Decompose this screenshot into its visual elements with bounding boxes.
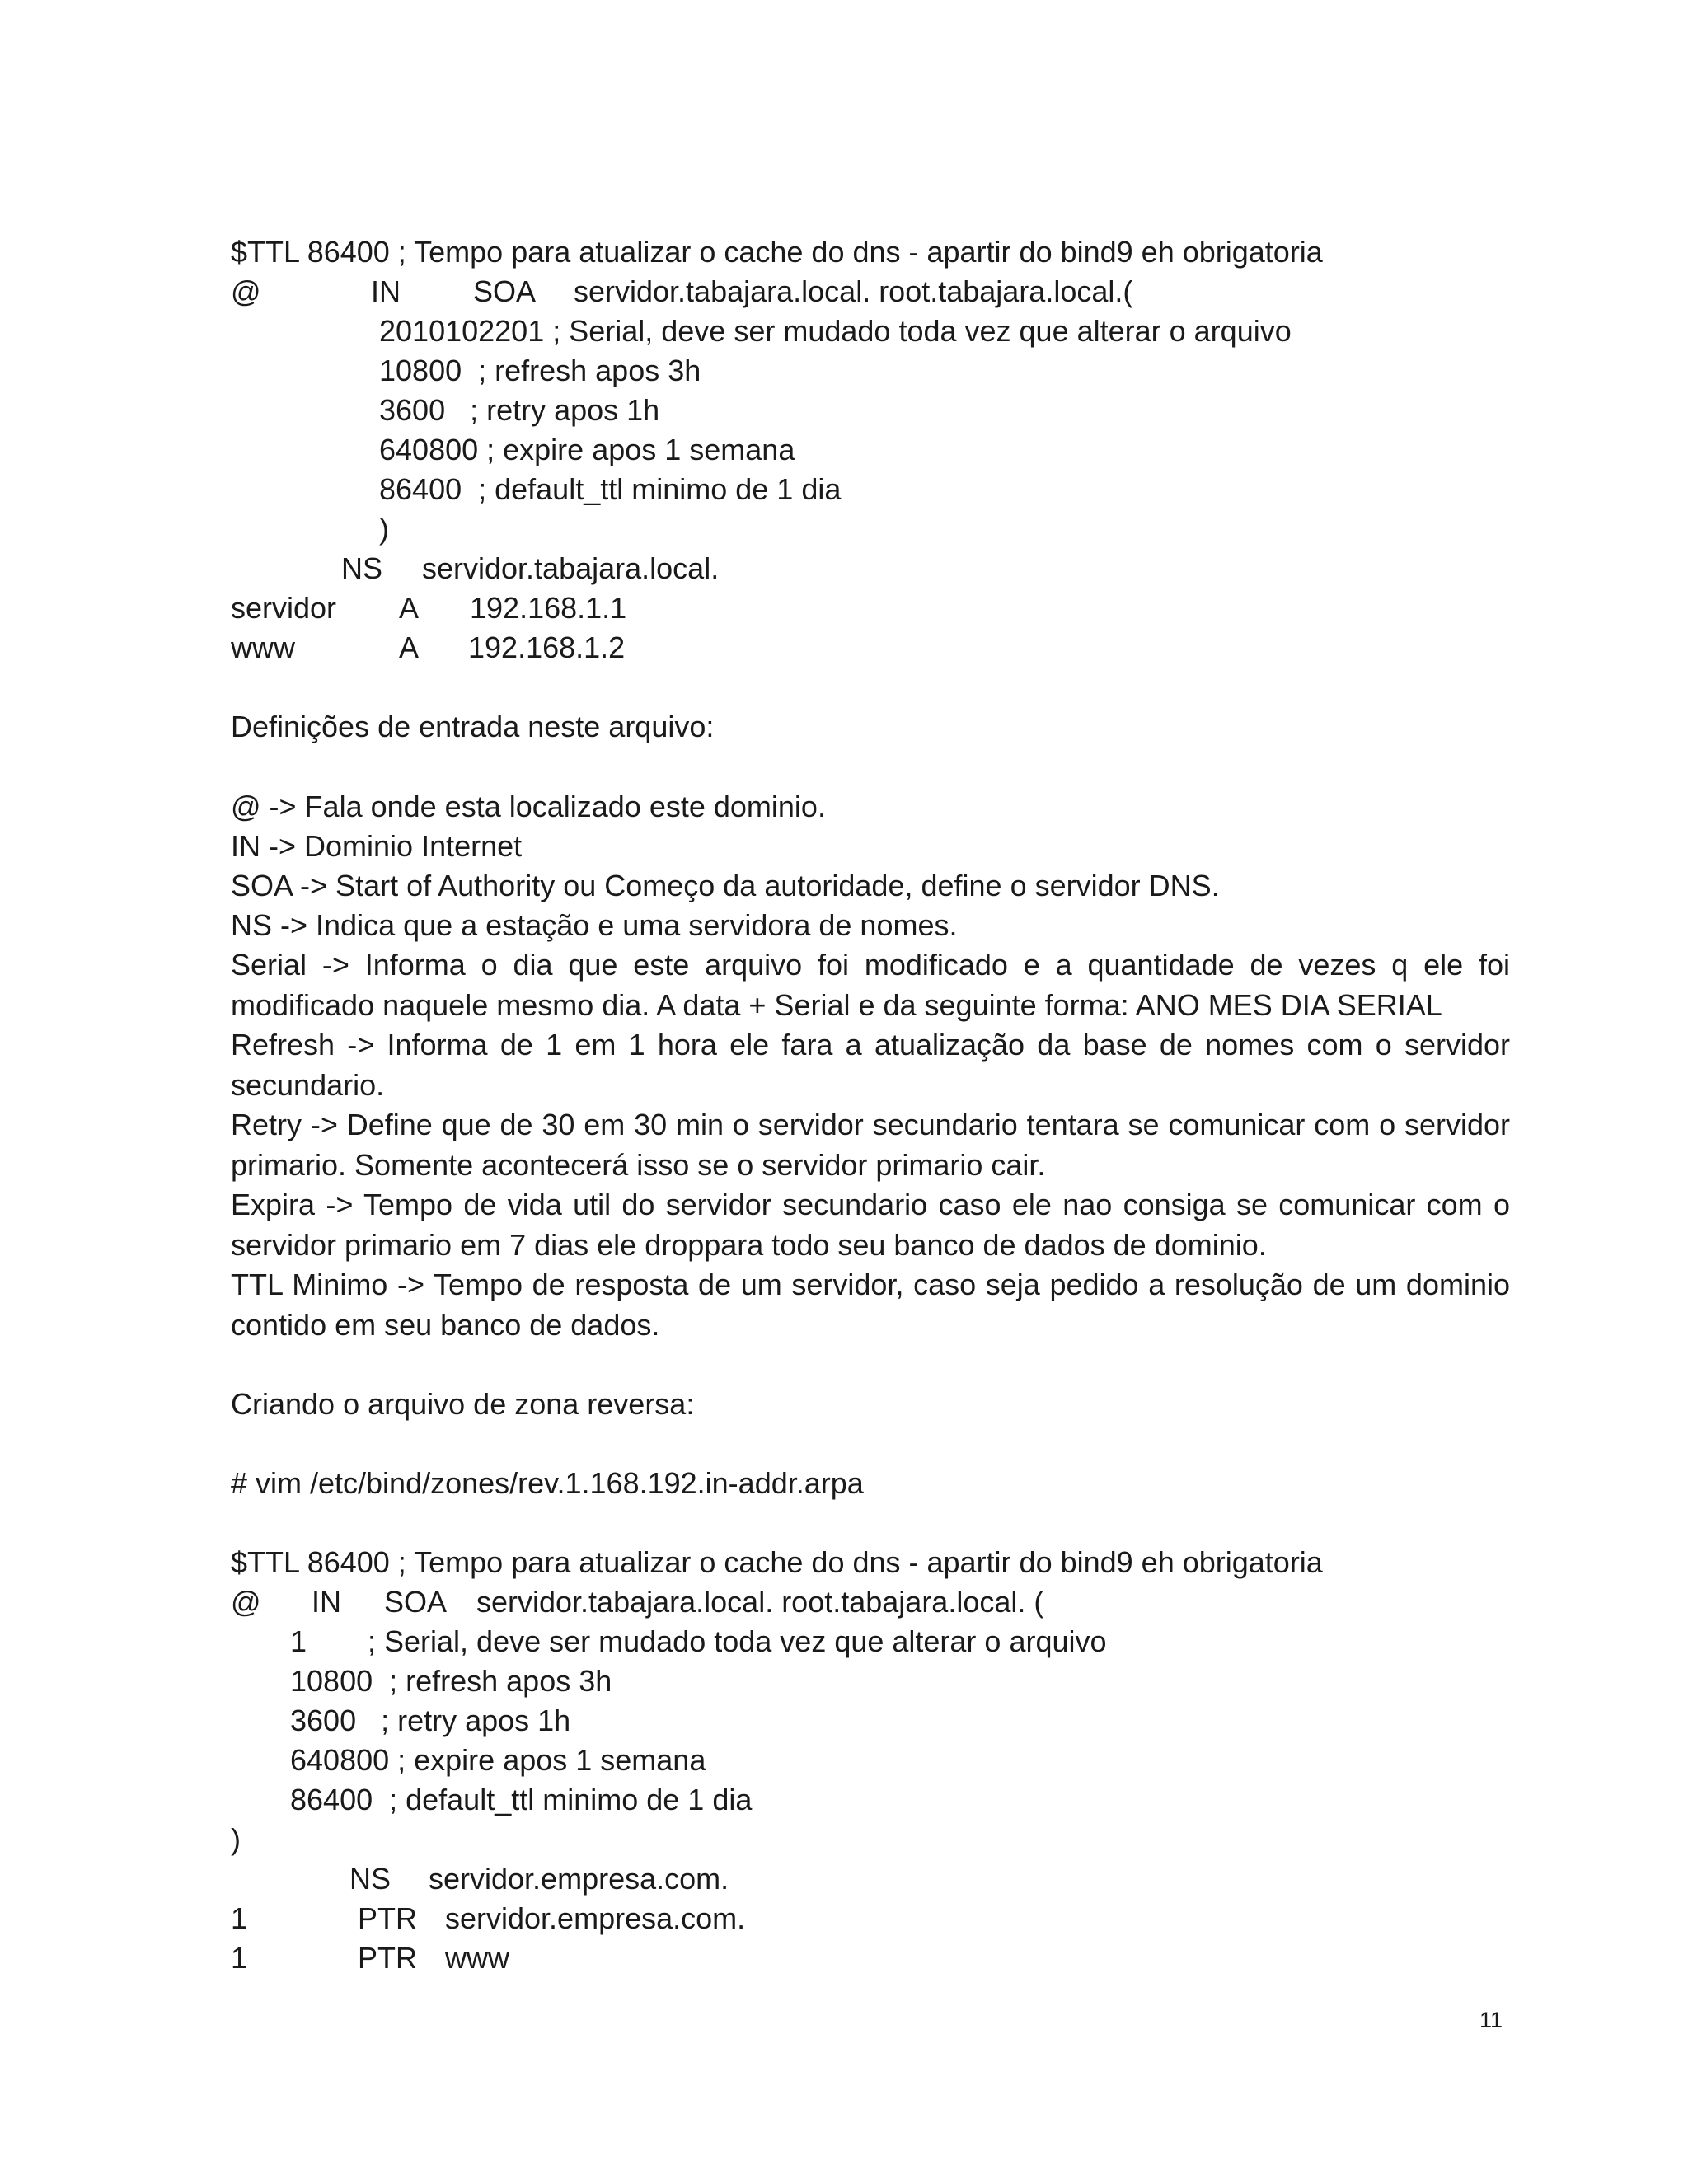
zone1-soa: SOA: [473, 274, 537, 308]
definition-item: Expira -> Tempo de vida util do servidor secundario caso ele nao consiga se comunicar com o servidor primario em 7 dias ele droppara todo seu banco de dados de dominio.: [231, 1188, 1510, 1262]
zone2-ns-value: servidor.empresa.com.: [429, 1862, 729, 1896]
zone1-ns-value: servidor.tabajara.local.: [422, 551, 720, 585]
zone2-record-name: 1: [231, 1941, 248, 1975]
definition-item: @ -> Fala onde esta localizado este dominio.: [231, 790, 826, 823]
zone2-expire: 640800 ; expire apos 1 semana: [290, 1743, 706, 1777]
zone2-refresh: 10800 ; refresh apos 3h: [290, 1664, 612, 1698]
zone2-serial-num: 1: [290, 1624, 307, 1658]
zone2-default-ttl: 86400 ; default_ttl minimo de 1 dia: [290, 1783, 753, 1816]
zone1-retry: 3600 ; retry apos 1h: [379, 393, 660, 427]
zone2-ttl-line: $TTL 86400 ; Tempo para atualizar o cache do dns - apartir do bind9 eh obrigatoria: [231, 1545, 1323, 1579]
zone1-record-name: servidor: [231, 591, 337, 625]
zone2-soa: SOA: [384, 1585, 448, 1619]
zone1-in: IN: [371, 274, 401, 308]
definition-item: Refresh -> Informa de 1 em 1 hora ele fara a atualização da base de nomes com o servidor secundario.: [231, 1028, 1510, 1102]
zone1-record-value: 192.168.1.2: [468, 630, 626, 664]
definition-item: NS -> Indica que a estação e uma servidora de nomes.: [231, 908, 958, 942]
zone1-default-ttl: 86400 ; default_ttl minimo de 1 dia: [379, 472, 842, 506]
zone2-record-name: 1: [231, 1901, 248, 1935]
definition-item: TTL Minimo -> Tempo de resposta de um servidor, caso seja pedido a resolução de um dominio contido em seu banco de dados.: [231, 1268, 1510, 1342]
definitions-heading: Definições de entrada neste arquivo:: [231, 710, 715, 743]
zone2-ns: NS: [349, 1862, 392, 1896]
zone2-at: @: [231, 1585, 261, 1619]
zone1-at: @: [231, 274, 261, 308]
zone2-serial-comment: ; Serial, deve ser mudado toda vez que alterar o arquivo: [368, 1624, 1107, 1658]
zone1-record-value: 192.168.1.1: [470, 591, 627, 625]
zone1-record-type: A: [399, 591, 420, 625]
zone1-soa-target: servidor.tabajara.local. root.tabajara.local.(: [574, 274, 1133, 308]
zone2-record-type: PTR: [358, 1901, 417, 1935]
zone2-in: IN: [312, 1585, 341, 1619]
reverse-heading: Criando o arquivo de zona reversa:: [231, 1387, 695, 1421]
definition-item: IN -> Dominio Internet: [231, 829, 523, 863]
zone1-record-name: www: [231, 630, 295, 664]
definition-item: Retry -> Define que de 30 em 30 min o servidor secundario tentara se comunicar com o servidor primario. Somente acontecerá isso se o servidor primario cair.: [231, 1108, 1510, 1182]
zone2-retry: 3600 ; retry apos 1h: [290, 1704, 571, 1737]
zone2-close-paren: ): [231, 1822, 241, 1856]
zone1-ttl-line: $TTL 86400 ; Tempo para atualizar o cache do dns - apartir do bind9 eh obrigatoria: [231, 235, 1323, 269]
definition-item: SOA -> Start of Authority ou Começo da autoridade, define o servidor DNS.: [231, 869, 1220, 902]
zone2-soa-target: servidor.tabajara.local. root.tabajara.local. (: [476, 1585, 1044, 1619]
zone1-expire: 640800 ; expire apos 1 semana: [379, 433, 795, 466]
zone2-record-value: www: [445, 1941, 509, 1975]
zone2-record-type: PTR: [358, 1941, 417, 1975]
zone1-close-paren: ): [379, 512, 389, 546]
zone1-refresh: 10800 ; refresh apos 3h: [379, 354, 701, 387]
zone1-serial: 2010102201 ; Serial, deve ser mudado toda vez que alterar o arquivo: [379, 314, 1292, 348]
reverse-command: # vim /etc/bind/zones/rev.1.168.192.in-addr.arpa: [231, 1466, 864, 1500]
zone1-ns: NS: [341, 551, 383, 585]
page-number: 11: [1479, 2008, 1503, 2032]
zone1-record-type: A: [399, 630, 420, 664]
zone2-record-value: servidor.empresa.com.: [445, 1901, 746, 1935]
definition-item: Serial -> Informa o dia que este arquivo foi modificado e a quantidade de vezes q ele foi modificado naquele mesmo dia. A data + Serial e da seguinte forma: ANO MES DIA SERIAL: [231, 948, 1510, 1022]
